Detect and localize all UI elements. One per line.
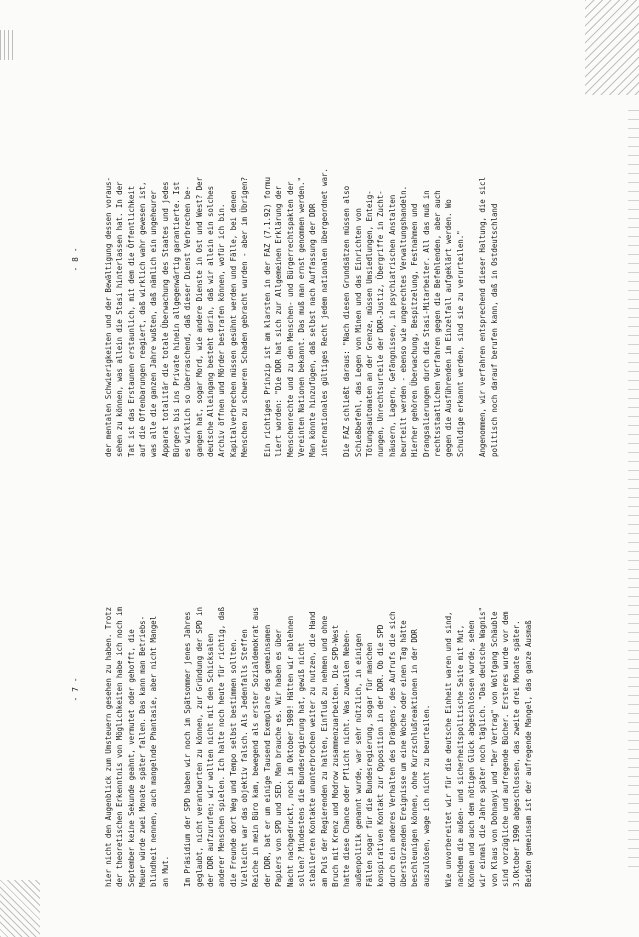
text-line: Drangsalierungen durch die Stasi-Mitarbeiter. All das muß in <box>421 190 431 457</box>
text-line: Tötungsautomaten an der Grenze, müssen Umsiedlungen, Enteig- <box>364 190 374 457</box>
text-line: Menschen zu schweren Schaden gebracht wurden - aber im Übrigen? <box>240 177 250 457</box>
text-line: Apparat totalitär die totale Überwachung des Staates und jedes <box>160 181 170 457</box>
text-line: politisch noch darauf berufen kann, daß in Ostdeutschland <box>489 203 499 457</box>
text-line: Fällen sogar für die Bundesregierung, sogar für manchen <box>364 642 374 887</box>
text-line: Menschenrechte und zu den Menschen- und Bürgerrechtspakten der <box>285 181 295 457</box>
text-line: anderer Menschen spielen. Ich halte noch heute für richtig, daß <box>217 607 227 887</box>
text-line: Reiche in mein Büro kam, bewegend als erster Sozialdemokrat aus <box>251 607 261 887</box>
text-line: stabilerten Kontakte ununterbrochen weiter zu nutzen, die Hand <box>308 611 318 887</box>
text-line: Die FAZ schließt daraus: "Nach diesen Grundsätzen müssen also <box>342 185 352 457</box>
text-line: an Mut. <box>160 855 170 887</box>
text-line: von Klaus von Dohnanyi und "Der Vertrag" von Wolfgang Schäuble <box>489 611 499 887</box>
text-line: Man könnte hinzufügen, daß selbst nach Auffassung der DDR <box>308 203 318 457</box>
text-line: Schießbefehl, das Legen von Minen und das Einrichten von <box>353 208 363 457</box>
text-line: nachdem die außen- und sicherheitspolitische Seite mit Mut, <box>455 624 465 887</box>
text-line: es wirklich so überraschend, daß dieser Dienst Verbrechen be- <box>183 185 193 457</box>
left-page-body <box>103 492 534 887</box>
paragraph <box>103 492 171 887</box>
text-line: blindheit nennen, auch mangelnde Phantasie, aber nicht Mangel <box>149 615 159 887</box>
text-line: Im Präsidium der SPD haben wir noch im Spätsommer jenes Jahres <box>183 611 193 887</box>
text-line: Tat ist das Erstaunen erstaunlich, mit dem die Öffentlichkeit <box>126 185 136 457</box>
text-line: überstürzenden Ereignisse um eine Woche oder einen Tag hätte <box>398 620 408 887</box>
text-line: nungen, Unrechtsurteile der DDR-Justiz, Übergriffe in Zucht- <box>376 190 386 457</box>
text-line: Schuldige erkannt werden, sind sie zu verurteilen." <box>455 230 465 457</box>
text-line: der DDR aufzurufen; wir wollten nicht mit den Schicksalen <box>206 633 216 887</box>
text-line: der mentalen Schwierigkeiten und der Bewältigung dessen voraus- <box>104 177 113 457</box>
text-line: internationales gültiges Recht jedem nationalen übergeordnet war. <box>319 168 329 457</box>
text-line: Vielleicht war das objektiv falsch. Als Jedenfalls Steffen <box>240 629 250 887</box>
paragraph <box>262 62 330 457</box>
page-number-right: - 8 - <box>71 247 80 272</box>
text-line: beurteilt werden - ebenso wie ungerechtes Verwaltungshandeln. <box>398 185 408 457</box>
paragraph <box>443 492 534 887</box>
text-line: Papiers von SPD und SED. Man brauche es. Wir haben es über <box>274 629 284 887</box>
text-line: häusern, Lagern, Gefängnissen, in psychiatrischen Anstalten <box>387 194 397 457</box>
paragraph <box>341 62 466 457</box>
text-line: durch ein anderes Verhalten des Drängens, des Aufrufs die sich <box>387 611 397 887</box>
text-line: Vereinten Nationen bekannt. Das muß man ernst genommen werden." <box>296 177 306 457</box>
text-line: gangen hat, sogar Mord, wie andere Dienste in Ost und West? Der <box>194 177 204 457</box>
text-line: Ein richtiges Prinzip ist am klarsten in der FAZ (7.1.92) formu <box>262 177 272 457</box>
paragraph <box>103 62 250 457</box>
text-line: konspirativen Kontakt zur Opposition in der DDR. Ob die SPD <box>376 624 386 887</box>
text-line: September keine Sekunde geahnt, vermutet oder gehofft, die <box>126 629 136 887</box>
text-line: Beiden gemeinsam ist der aufregende Mangel, das ganze Ausmaß <box>523 620 533 887</box>
text-line: auszulösen, wage ich nicht zu beurteilen. <box>421 704 431 887</box>
scan-artifact-left-bottom <box>0 880 40 937</box>
text-line: Angenommen, wir verfahren entsprechend dieser Haltung, die sicl <box>478 177 488 457</box>
paragraph <box>182 492 432 887</box>
text-line: liert worden: "Die DDR hat sich zur Allgemeinen Erklärung der <box>274 185 284 457</box>
text-line: der theoretischen Erkenntnis von Möglichkeiten habe ich noch im <box>115 607 125 887</box>
text-line: der DDR, bat er um einige Tausend Exemplare des gemeinsamen <box>262 624 272 887</box>
page-number-left: - 7 - <box>71 677 80 702</box>
text-line: Wie unvorbereitet wir für die deutsche Einheit waren und sind, <box>444 611 454 887</box>
text-line: auf die Offenbarungen reagiert, daß wirklich wahr gewesen ist, <box>138 181 148 457</box>
text-line: Nacht nachgedruckt, noch im Oktober 1989! Hätten wir ablehnen <box>285 615 295 887</box>
text-line: 3.Oktober 1990 abgeschlossen, das zweite drei Monate später. <box>512 620 522 887</box>
text-line: Archiv öffnen und Mörder bestrafen können, wofür ich bin. <box>217 203 227 457</box>
text-line: beschleunigen können, ohne Kurzschlußreaktionen in der DDR <box>410 629 420 887</box>
text-line: Mauer würde zwei Monate später fallen. Das kann man Betriebs- <box>138 615 148 887</box>
text-line: außenpolitik genannt wurde, war sehr nützlich, in einigen <box>353 633 363 887</box>
text-line: sehen zu können, was allein die Stasi hinterlassen hat. In der <box>115 181 125 457</box>
text-line: Können und auch dem nötigen Glück abgeschlossen wurde, sehen <box>467 620 476 887</box>
text-line: was alle die ganzen Jahre wußten, daß nämlich ein ungeheurer <box>149 190 159 457</box>
right-page-body <box>103 62 500 457</box>
text-line: Kapitalverbrechen müssen gesühnt werden und Fälle, bei denen <box>228 190 238 457</box>
paragraph <box>477 62 500 457</box>
text-line: rechtsstaatlichen Verfahren gegen die Befehlenden, aber auch <box>432 190 442 457</box>
scan-artifact-right-top <box>585 0 639 95</box>
text-line: hatte diese Chance oder Pflicht nicht. Was zuweilen Neben- <box>342 629 352 887</box>
text-line: sind vorzügliche und aufregende Bücher. Ersteres wurde vor dem <box>501 611 511 887</box>
text-line: geglaubt, nicht verantworten zu können, zur Gründung der SPD in <box>194 607 204 887</box>
text-line: am Puls der Regierenden zu halten, Einfluß zu nehmen und ohne <box>319 615 329 887</box>
text-line: wir einmal die Jahre später noch täglich. "Das deutsche Wagnis" <box>478 607 488 887</box>
text-line: hier nicht den Augenblick zum Umsteuern gesehen zu haben. Trotz <box>104 607 113 887</box>
scan-artifact-left-top <box>0 30 14 60</box>
scan-artifact-right-edge <box>628 110 639 870</box>
text-line: gegen die Ausführenden im Einzelfall aufgeklärt werden. Wo <box>444 199 454 457</box>
rotated-two-page-spread <box>71 52 574 907</box>
text-line: die Freunde dort Weg und Tempo selbst bestimmen sollten. <box>228 638 238 887</box>
text-line: deutsche Alleingang besteht darin, daß wir allein ein solches <box>206 185 216 457</box>
text-line: Hierher gehören Überwachung, Bespitzelung, Festnahmen und <box>410 203 420 457</box>
text-line: Bruch mit Krenz und Modrow zusammenzuarbeiten. Die SPD-West <box>330 624 340 887</box>
text-line: sollen? Mindestens die Bundesregierung hat, gewiß nicht <box>296 642 306 887</box>
text-line: Bürgers bis ins Private hinein allgegenwärtig garantierte. Ist <box>172 181 182 457</box>
